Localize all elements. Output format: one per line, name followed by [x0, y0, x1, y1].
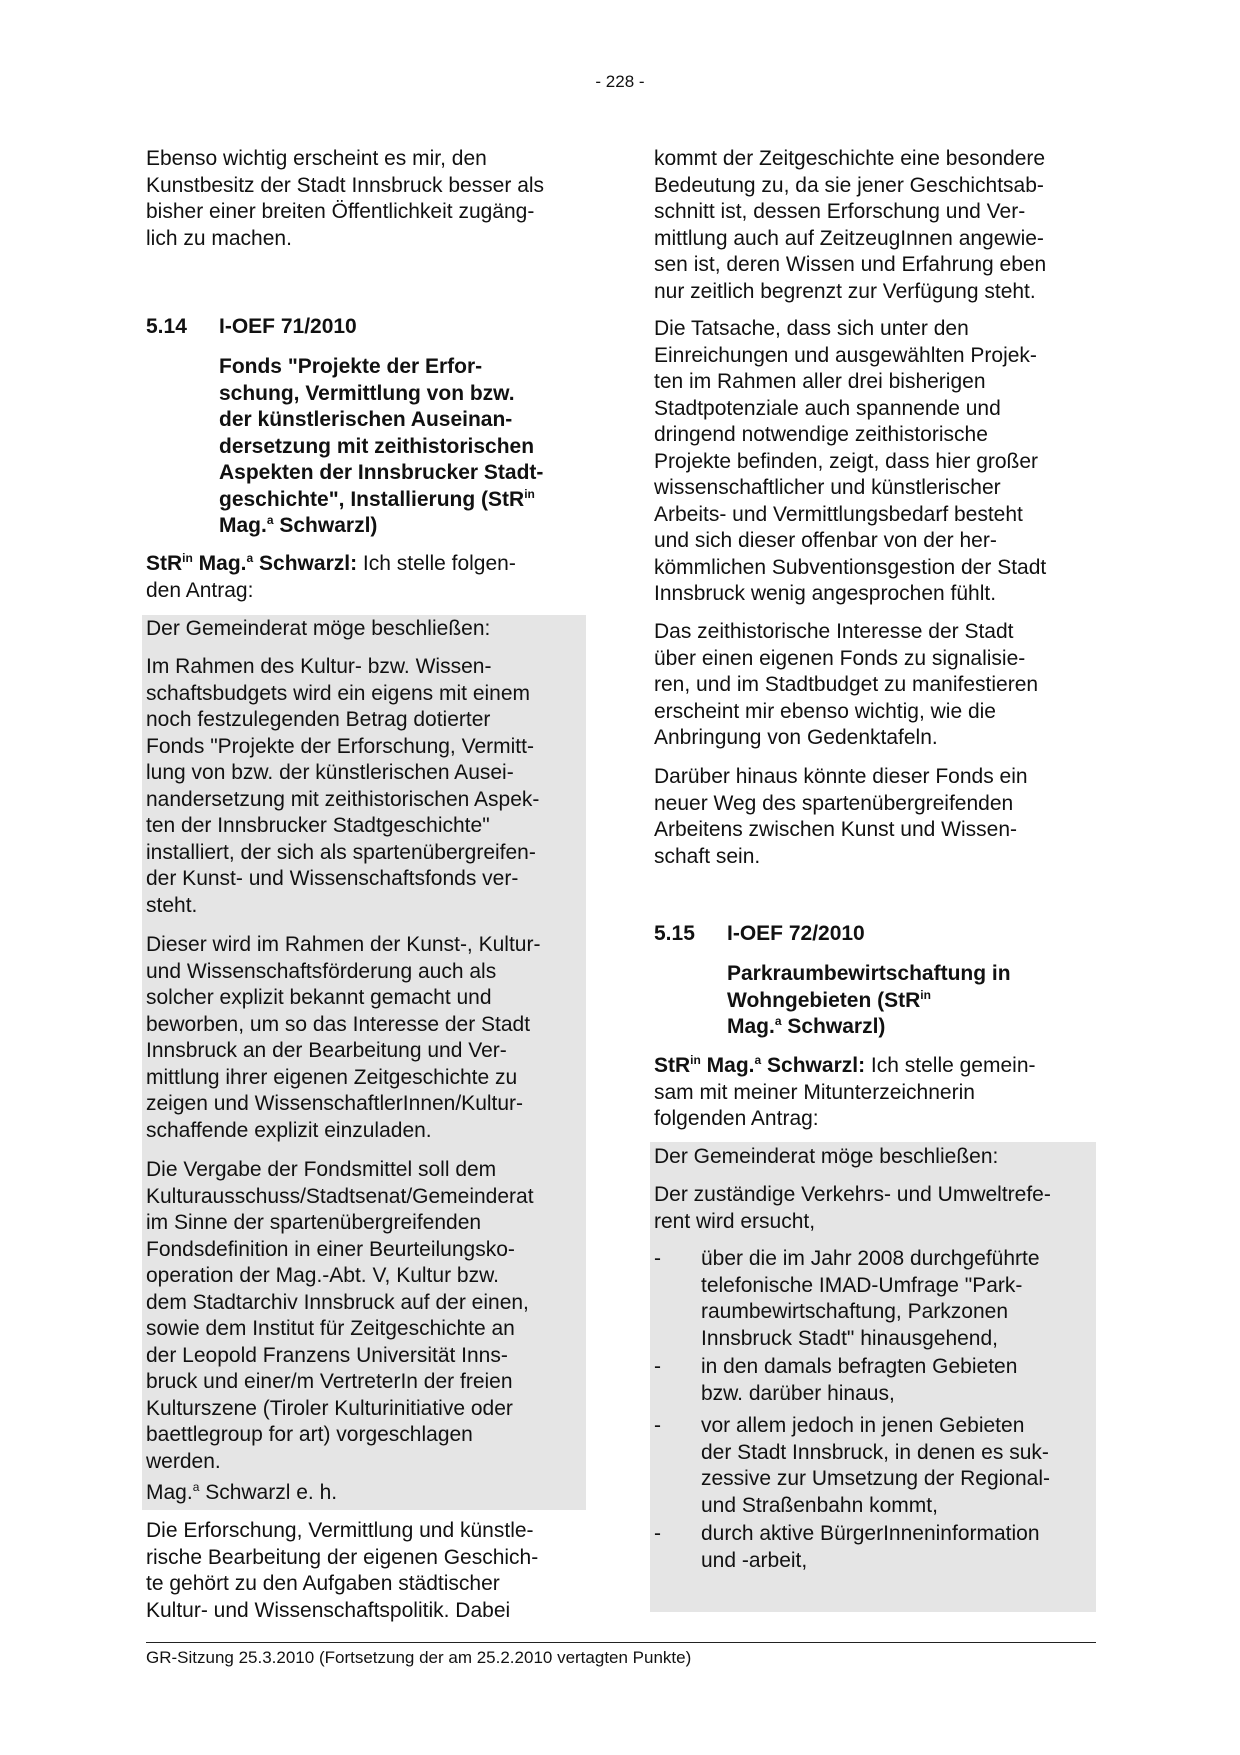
right-paragraph-4: Darüber hinaus könnte dieser Fonds ein neuer Weg des spartenübergreifenden Arbeitens zwischen Kunst und Wissen- schaft sein. — [654, 765, 1028, 868]
motion-paragraph-1: Im Rahmen des Kultur- bzw. Wissen- schaftsbudgets wird ein eigens mit einem noch festzulegenden Betrag dotierter Fonds "Projekte der Erforschung, Vermitt- lung von bzw. der künstlerischen Ausei- nandersetzung mit zeithistorischen Aspek- ten der Innsbrucker Stadtgeschichte" installiert, der sich als spartenübergreifen- der Kunst- und Wissenschaftsfonds ver- steht. — [146, 655, 540, 917]
reasoning-paragraph: Die Erforschung, Vermittlung und künstle- rische Bearbeitung der eigenen Geschich- te gehört zu den Aufgaben städtischer Kultur- und Wissenschaftspolitik. Dabei — [146, 1519, 539, 1622]
speaker-intro-5-15: StR$^{in}$ Mag.$^a$ Schwarzl: Ich stelle gemein- sam mit meiner Mitunterzeichnerin folgenden Antrag: — [654, 1053, 1036, 1130]
motion-intro-5-15: Der zuständige Verkehrs- und Umweltrefe- rent wird ersucht, — [654, 1183, 1051, 1233]
right-paragraph-2: Die Tatsache, dass sich unter den Einreichungen und ausgewählten Projek- ten im Rahmen aller drei bisherigen Stadtpotenziale auch spannende und dringend notwendige zeithistorische Projekte befinden, zeigt, dass hier großer wissenschaftlicher und künstlerischer Arbeits- und Vermittlungsbedarf besteht und sich dieser offenbar von der her- kömmlichen Subventionsgestion der Stadt Innsbruck wenig angesprochen fühlt. — [654, 317, 1047, 605]
footer: GR-Sitzung 25.3.2010 (Fortsetzung der am 25.2.2010 vertagten Punkte) — [146, 1648, 692, 1667]
right-paragraph-1: kommt der Zeitgeschichte eine besondere Bedeutung zu, da sie jener Geschichtsab- schnitt ist, dessen Erforschung und Ver- mittlung auch auf ZeitzeugInnen angewie- sen ist, deren Wissen und Erfahrung eben nur zeitlich begrenzt zur Verfügung steht. — [654, 147, 1047, 303]
speaker-intro-5-14: StR$^{in}$ Mag.$^a$ Schwarzl: Ich stelle folgen- den Antrag: — [146, 551, 516, 602]
intro-paragraph: Ebenso wichtig erscheint es mir, den Kunstbesitz der Stadt Innsbruck besser als bisher einer breiten Öffentlichkeit zugäng- lich zu machen. — [146, 147, 545, 250]
section-title-5-15: Parkraumbewirtschaftung in Wohngebieten (StR$^{in}$ Mag.$^a$ Schwarzl) — [727, 962, 1011, 1038]
motion-heading-5-15: Der Gemeinderat möge beschließen: — [654, 1145, 999, 1168]
motion-paragraph-3: Die Vergabe der Fondsmittel soll dem Kulturausschuss/Stadtsenat/Gemeinderat im Sinne der spartenübergreifenden Fondsdefinition in einer Beurteilungsko- operation der Mag.-Abt. V, Kultur bzw. dem Stadtarchiv Innsbruck auf der einen, sowie dem Institut für Zeitgeschichte an der Leopold Franzens Universität Inns- bruck und einer/m VertreterIn der freien Kulturszene (Tiroler Kulturinitiative oder baettlegroup for art) vorgeschlagen werden. — [146, 1158, 534, 1473]
footer-divider — [146, 1642, 1096, 1643]
page-number: - 228 - — [595, 72, 645, 91]
motion-heading: Der Gemeinderat möge beschließen: — [146, 617, 491, 640]
motion-paragraph-2: Dieser wird im Rahmen der Kunst-, Kultur- und Wissenschaftsförderung auch als solcher explizit bekannt gemacht und beworben, um so das Interesse der Stadt Innsbruck an der Bearbeitung und Ver- mittlung ihrer eigenen Zeitgeschichte zu zeigen und WissenschaftlerInnen/Kultur- schaffende explizit einzuladen. — [146, 933, 541, 1142]
section-title-5-14: Fonds "Projekte der Erfor- schung, Vermittlung von bzw. der künstlerischen Auseinan- dersetzung mit zeithistorischen Aspekten der Innsbrucker Stadt- geschichte", Installierung (StR$^{in}$ Mag.$^a$ Schwarzl) — [219, 355, 544, 537]
motion-signature: Mag.$^a$ Schwarzl e. h. — [146, 1480, 338, 1504]
right-paragraph-3: Das zeithistorische Interesse der Stadt über einen eigenen Fonds zu signalisie- ren, und im Stadtbudget zu manifestieren erscheint mir ebenso wichtig, wie die Anbringung von Gedenktafeln. — [654, 620, 1039, 749]
